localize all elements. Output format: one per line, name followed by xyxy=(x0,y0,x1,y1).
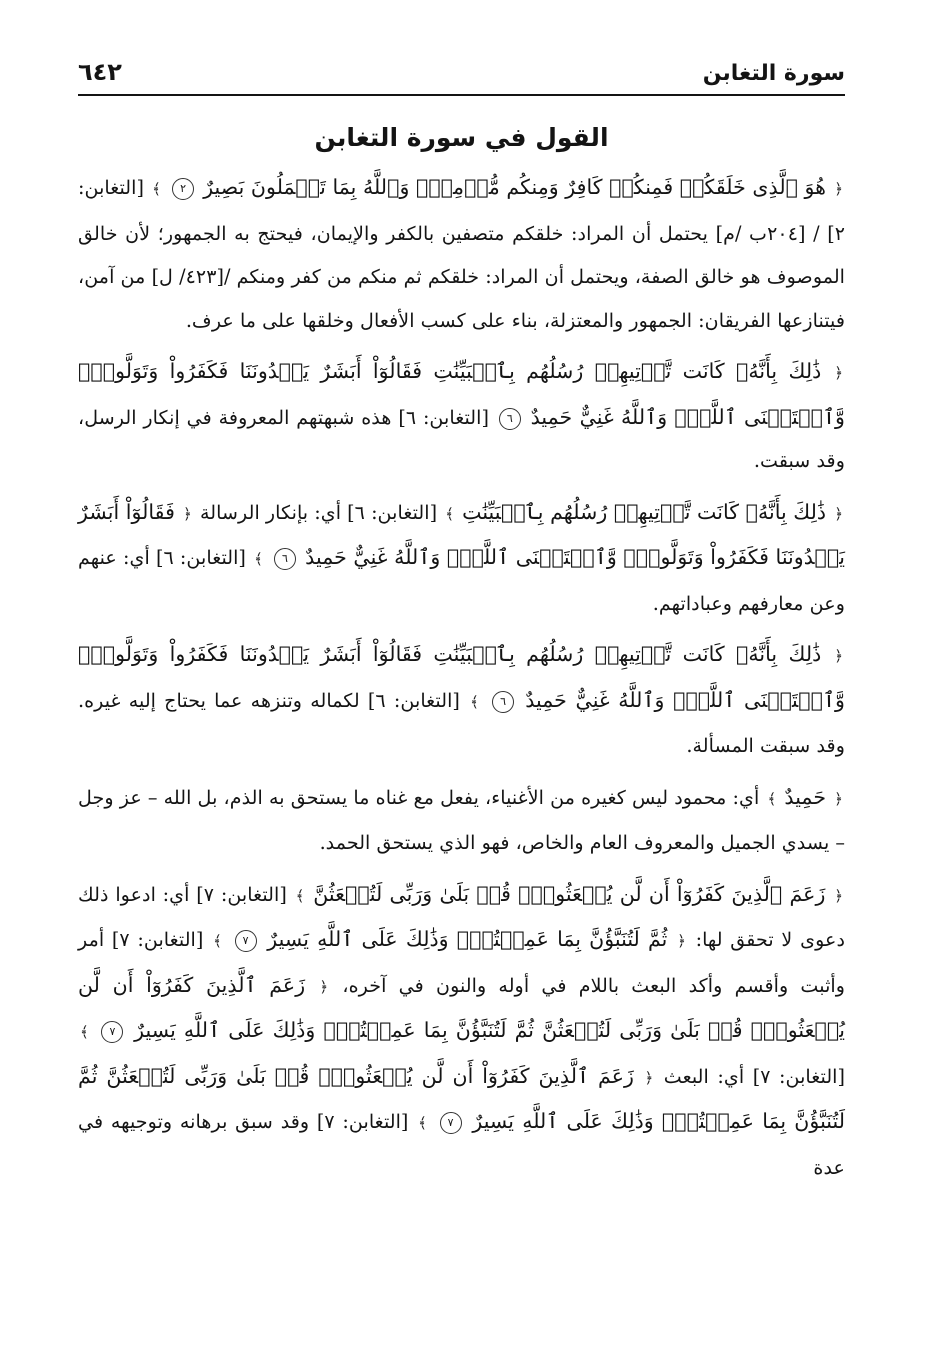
ornate-bracket-open: ﴿ xyxy=(319,977,329,996)
commentary-text: [التغابن: ٧] أي: ادعوا ذلك دعوى لا تحقق لها: xyxy=(78,882,845,951)
commentary-text: [التغابن: ٦] أي: عنهم وعن معارفهم وعباداتهم. xyxy=(78,546,845,615)
commentary-text: [التغابن: ٧] أي: البعث xyxy=(663,1064,845,1088)
paragraph-1 xyxy=(78,166,845,342)
commentary-text: [التغابن: ٦] هذه شبهتهم المعروفة في إنكار الرسل، وقد سبقت. xyxy=(78,405,845,472)
quran-verse: هُوَ ٱلَّذِى خَلَقَكُمۡ فَمِنكُمۡ كَافِرٌ وَمِنكُم مُّؤۡمِنٌۚ وَٱللَّهُ بِمَا تَعۡمَلُونَ بَصِيرٌ xyxy=(203,175,827,199)
ornate-bracket-open: ﴿ xyxy=(834,647,843,665)
paragraph-5 xyxy=(78,776,845,865)
quran-verse: ذَٰلِكَ بِأَنَّهُۥ كَانَت تَّأۡتِيهِمۡ رُسُلُهُم بِٱلۡبَيِّنَٰتِ فَقَالُوٓاْ أَبَشَرٌ يَهۡدُونَنَا فَكَفَرُواْ وَتَوَلَّواْۚ وَّٱسۡتَغۡنَى ٱللَّهُۚ وَٱللَّهُ غَنِيٌّ حَمِيدٌ xyxy=(78,642,845,712)
ornate-bracket-close: ﴾ xyxy=(152,180,161,198)
paragraph-4 xyxy=(78,633,845,768)
section-title: القول في سورة التغابن xyxy=(314,123,609,152)
ornate-bracket-open: ﴿ xyxy=(834,364,843,382)
commentary-text: [التغابن: ٦] لكماله وتنزهه عما يحتاج إليه غيره. وقد سبقت المسألة. xyxy=(78,688,845,757)
quran-verse: ثُمَّ لَتُنَبَّؤُنَّ بِمَا عَمِلۡتُمۡۚ وَذَٰلِكَ عَلَى ٱللَّهِ يَسِيرٌ xyxy=(267,927,668,951)
verse-number-marker: ٦ xyxy=(492,691,514,713)
quran-verse: حَمِيدٌ xyxy=(784,784,827,809)
ornate-bracket-close: ﴾ xyxy=(418,1114,427,1132)
quran-verse: زَعَمَ ٱلَّذِينَ كَفَرُوٓاْ أَن لَّن يُبۡعَثُواْۚ قُلۡ بَلَىٰ وَرَبِّى لَتُبۡعَثُنَّ ثُمَّ لَتُنَبَّؤُنَّ بِمَا عَمِلۡتُمۡۚ وَذَٰلِكَ عَلَى ٱللَّهِ يَسِيرٌ xyxy=(78,972,845,1042)
commentary-text: [التغابن: ٧] أمر وأثبت وأقسم وأكد البعث باللام في أوله والنون في آخره، xyxy=(78,928,846,997)
ornate-bracket-close: ﴾ xyxy=(470,692,479,711)
verse-number-marker: ٢ xyxy=(172,178,194,200)
paragraph-2 xyxy=(78,350,845,483)
page-body xyxy=(78,116,845,1191)
quran-verse: زَعَمَ ٱلَّذِينَ كَفَرُوٓاْ أَن لَّن يُبۡعَثُواْۚ قُلۡ بَلَىٰ وَرَبِّى لَتُبۡعَثُنَّ xyxy=(313,881,826,906)
verse-number-marker: ٧ xyxy=(440,1112,462,1134)
paragraph-6 xyxy=(78,873,845,1190)
commentary-text: [التغابن: ٧] وقد سبق برهانه وتوجيهه في عدة xyxy=(78,1110,845,1179)
verse-number-marker: ٧ xyxy=(235,930,257,952)
commentary-text: [التغابن: ٦] أي: بإنكار الرسالة xyxy=(199,500,438,524)
quran-verse: ذَٰلِكَ بِأَنَّهُۥ كَانَت تَّأۡتِيهِمۡ رُسُلُهُم بِٱلۡبَيِّنَٰتِ فَقَالُوٓاْ أَبَشَرٌ يَهۡدُونَنَا فَكَفَرُواْ وَتَوَلَّواْۚ وَّٱسۡتَغۡنَى ٱللَّهُۚ وَٱللَّهُ غَنِيٌّ حَمِيدٌ xyxy=(78,359,845,429)
header-surah-name: سورة التغابن xyxy=(702,61,845,86)
verse-number-marker: ٦ xyxy=(499,408,521,430)
ornate-bracket-open: ﴿ xyxy=(834,504,844,523)
ornate-bracket-open: ﴿ xyxy=(183,504,192,523)
paragraph-3 xyxy=(78,491,845,626)
commentary-text: أي: محمود ليس كغيره من الأغنياء، يفعل مع غناه ما يستحق به الذم، بل الله – عز وجل – يسدي الجميل والمعروف العام والخاص، فهو الذي يستحق الحمد. xyxy=(78,785,845,854)
commentary-text: [التغابن: ٢] / [٢٠٤ب /م] يحتمل أن المراد: خلقكم متصفين بالكفر والإيمان، فيحتج به الجمهور؛ لأن خالق الموصوف هو خالق الصفة، ويحتمل أن المراد: خلقكم ثم منكم من كفر ومنكم /[٤٢٣/ ل] من آمن، فيتنازعها الفريقان: الجمهور والمعتزلة، بناء على كسب الأفعال وخلقها على ما عرف. xyxy=(78,176,845,332)
ornate-bracket-open: ﴿ xyxy=(834,180,843,198)
ornate-bracket-close: ﴾ xyxy=(767,789,777,808)
quran-verse: زَعَمَ ٱلَّذِينَ كَفَرُوٓاْ أَن لَّن يُبۡعَثُواْۚ قُلۡ بَلَىٰ وَرَبِّى لَتُبۡعَثُنَّ ثُمَّ لَتُنَبَّؤُنَّ بِمَا عَمِلۡتُمۡۚ وَذَٰلِكَ عَلَى ٱللَّهِ يَسِيرٌ xyxy=(78,1063,845,1133)
ornate-bracket-close: ﴾ xyxy=(445,504,454,523)
ornate-bracket-close: ﴾ xyxy=(254,550,263,568)
verse-number-marker: ٦ xyxy=(274,548,296,570)
ornate-bracket-open: ﴿ xyxy=(834,886,843,905)
ornate-bracket-close: ﴾ xyxy=(80,1023,89,1041)
page-number: ٦٤٢ xyxy=(78,58,122,86)
quran-verse: ذَٰلِكَ بِأَنَّهُۥ كَانَت تَّأۡتِيهِمۡ رُسُلُهُم بِٱلۡبَيِّنَٰتِ xyxy=(462,499,827,524)
ornate-bracket-close: ﴾ xyxy=(213,932,222,950)
ornate-bracket-open: ﴿ xyxy=(644,1068,654,1087)
ornate-bracket-close: ﴾ xyxy=(295,886,305,905)
running-header xyxy=(78,40,845,96)
verse-number-marker: ٧ xyxy=(101,1021,123,1043)
quran-verse: فَقَالُوٓاْ أَبَشَرٌ يَهۡدُونَنَا فَكَفَرُواْ وَتَوَلَّواْۚ وَّٱسۡتَغۡنَى ٱللَّهُۚ وَٱللَّهُ غَنِيٌّ حَمِيدٌ xyxy=(78,499,845,569)
ornate-bracket-open: ﴿ xyxy=(677,932,686,950)
ornate-bracket-open: ﴿ xyxy=(834,789,843,808)
